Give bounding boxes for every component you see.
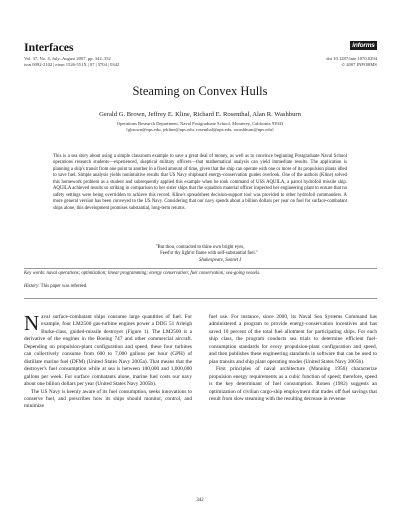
- journal-meta: [24, 56, 119, 68]
- article-title: Steaming on Convex Hulls: [132, 84, 268, 98]
- epigraph-line-2: Feed'st thy light'st flame with self-substantial fuel.": [160, 251, 258, 257]
- page-number: 342: [196, 498, 204, 503]
- author-list: Gerald G. Brown, Jeffrey E. Kline, Richard E. Rosenthal, Alan R. Washburn: [99, 111, 301, 118]
- paragraph: [24, 311, 192, 389]
- paragraph: First principles of naval architecture (Manning 1956) characterize propulsion energy requirements as a cubic function of speed; therefore, speed is the key determinant of fuel consumption. Ronen (1982) suggests an optimization of civilian cargo-ship employment that trades off fuel savings that result from slow steaming with the resulting decrease in revenue: [209, 366, 377, 402]
- drop-cap: N: [24, 311, 40, 335]
- body-column-right: [209, 314, 377, 403]
- divider-top: [24, 268, 377, 269]
- epigraph: [0, 245, 400, 264]
- doi-line: doi 10.1287/inte.1070.0294: [326, 56, 377, 61]
- body-column-left: [24, 311, 192, 411]
- epigraph-line-1: "But thou, contracted to thine own bright eyes,: [155, 245, 245, 250]
- keywords: Key words: naval operations; optimization; linear programming; energy conservation; fuel conservation; sea-going vessels.: [24, 271, 261, 276]
- journal-name: Interfaces: [24, 40, 74, 54]
- volume-line: Vol. 37, No. 4, July–August 2007, pp. 342–352: [24, 56, 111, 61]
- doi-meta: [326, 56, 377, 68]
- abstract: This is a sea story about using a simple classroom example to save a great deal of money, as well as to convince beginning Postgraduate Naval School operations research students—experienced, skeptical military officers—that mathematical analysis can yield immediate results. The application is planning a ship's transit from one point to another in a fixed amount of time, given that the ship can operate with one or more of its propulsion plants idled to save fuel. Simple analysis yields nonintuitive results that US Navy shipboard energy-conservation guides overlook. One of the authors (Kline) solved this homework problem as a student and subsequently applied this example when he took command of USS AQUILA, a patrol hydrofoil missile ship. AQUILA achieved results so striking in comparison to her sister ships that the squadron material officer inspected her engineering plant to ensure that no safety settings were being overridden to achieve this record. Kline's spreadsheet decision-support tool was provided to other hydrofoil commanders. A more general version has been conveyed to the US Navy. Considering that our navy spends about a billion dollars per year on fuel for surface-combatant ships alone, this development promises substantial, long-term returns.: [53, 154, 347, 211]
- author-emails: {gbrown@nps.edu, jekline@nps.edu, rosenthal@nps.edu, awashburn@nps.edu}: [125, 127, 275, 132]
- keywords-label: Key words: [24, 271, 45, 276]
- paragraph: fuel use. For instance, since 2000, its Naval Sea Systems Command has administered a program to provide energy-conservation incentives and has saved 10 percent of the total fuel allotment for participating ships. For each ship class, the program conducts sea trials to determine efficient fuel-consumption standards for every propulsion-plant configuration and speed, and then publishes these engineering standards in software that can be used to plan transits and ship plant operating modes (United States Navy 2005b).: [209, 314, 377, 365]
- issn-line: issn 0092-2102 | eissn 1526-551X | 07 | 3704 | 0342: [24, 62, 120, 67]
- history: History: This paper was refereed.: [24, 284, 88, 289]
- paragraph: The US Navy is keenly aware of its fuel consumption, seeks innovations to conserve fuel, and prescribes how its ships should monitor, control, and minimize: [24, 388, 192, 410]
- history-value: This paper was refereed.: [40, 284, 88, 289]
- paragraph-text: aval surface-combatant ships consume large quantities of fuel. For example, four LM2500 gas-turbine engines power a DDG 51 Arleigh Burke-class, guided-missile destroyer (Figure 1). The LM2500 is a derivative of the engines in the Boeing 747 and other commercial aircraft. Depending on propulsion-plant configuration and speed, these four turbines can collectively consume from 600 to 7,000 gallons per hour (GPH) of distillate marine fuel (DFM) (United States Navy 2005a). That means that the destroyer's fuel consumption while at sea is between 100,000 and 1,000,000 gallons per week. For surface combatants alone, marine fuel costs our navy about one billion dollars per year (United States Navy 2005b).: [24, 314, 192, 388]
- epigraph-source: Shakespeare, Sonnet I: [199, 257, 241, 263]
- history-label: History: [24, 284, 39, 289]
- affiliation: Operations Research Department, Naval Postgraduate School, Monterey, California 93943: [116, 121, 284, 126]
- informs-logo: informs: [350, 41, 377, 50]
- keywords-value: naval operations; optimization; linear programming; energy conservation; fuel conservation; sea-going vessels.: [46, 271, 261, 276]
- copyright-line: © 2007 INFORMS: [341, 62, 377, 67]
- divider-bottom: [24, 298, 377, 299]
